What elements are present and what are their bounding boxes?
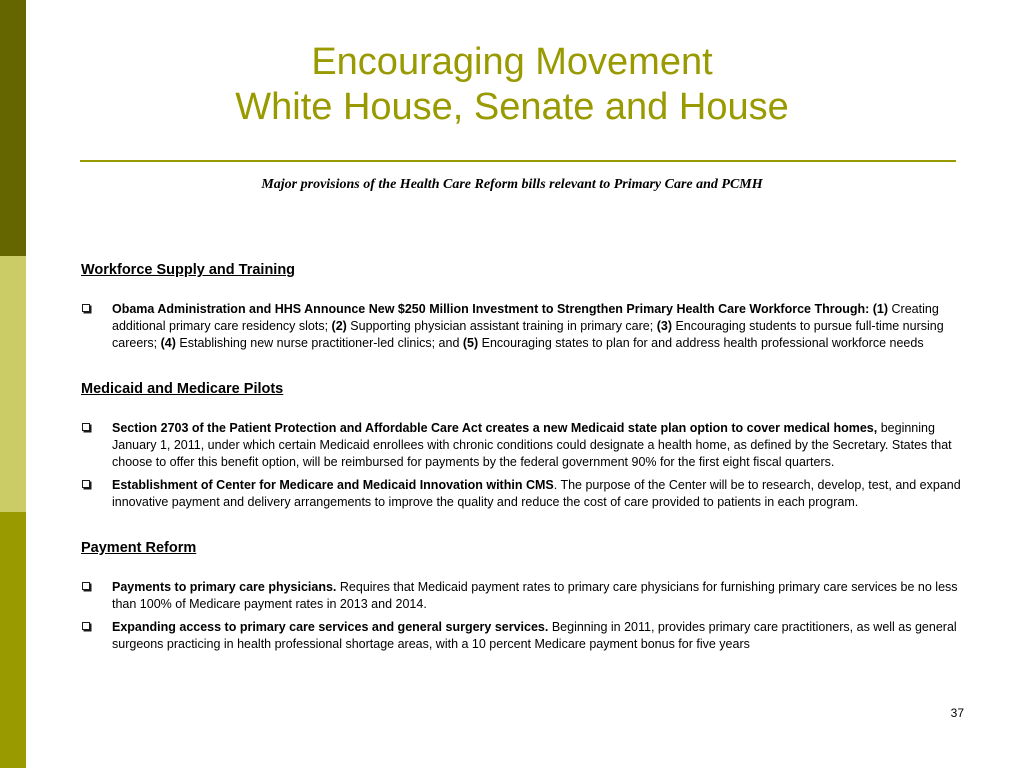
square-bullet-icon: [82, 423, 90, 431]
bold-text: (2): [331, 319, 347, 334]
bold-text: (4): [160, 336, 176, 351]
title-divider: [80, 160, 956, 162]
page-number: 37: [950, 706, 964, 720]
square-bullet-icon: [82, 480, 90, 488]
bold-text: (5): [462, 336, 479, 351]
bold-text: Expanding access to primary care services and general surgery services.: [112, 620, 549, 635]
slide-subtitle: Major provisions of the Health Care Reform bills relevant to Primary Care and PCMH: [261, 177, 763, 192]
body-text: Supporting physician assistant training in primary care;: [346, 319, 657, 334]
body-text: beginning January 1, 2011, under which certain Medicaid enrollees with chronic conditions could designate a health home, as defined by the Secretary. States that choose to offer this benefit option, will be reimbursed for payments by the federal government 90% for the first eight fiscal quarters.: [112, 420, 952, 470]
body-text: Establishing new nurse practitioner-led clinics; and: [175, 336, 463, 351]
list-item: [81, 579, 964, 613]
slide-title-line-2: White House, Senate and House: [235, 86, 789, 128]
square-bullet-icon: [82, 304, 90, 312]
list-item: [81, 420, 964, 472]
body-text: Beginning in 2011, provides primary care practitioners, as well as general surgeons practicing in health professional shortage areas, with a 10 percent Medicare payment bonus for five years: [112, 620, 957, 652]
square-bullet-icon: [82, 582, 90, 590]
list-item: [81, 619, 964, 653]
sidebar-band-top: [0, 0, 26, 256]
body-text: Encouraging students to pursue full-time nursing careers;: [112, 319, 944, 351]
sidebar-band-bottom: [0, 512, 26, 768]
section-heading: Medicaid and Medicare Pilots: [81, 380, 284, 397]
section: [81, 381, 964, 512]
section-heading: Payment Reform: [81, 539, 197, 556]
section-heading: Workforce Supply and Training: [81, 262, 296, 278]
bold-text: (3): [656, 319, 672, 334]
bold-text: Obama Administration and HHS Announce New $250 Million Investment to Strengthen Primary Health Care Workforce Through: (1): [112, 302, 889, 316]
sidebar-band-middle: [0, 256, 26, 512]
section: [81, 262, 964, 353]
body-text: Creating additional primary care residency slots;: [112, 302, 939, 334]
body-text: Requires that Medicaid payment rates to primary care physicians for furnishing primary care services be no less than 100% of Medicare payment rates in 2013 and 2014.: [112, 579, 958, 611]
body-text: . The purpose of the Center will be to research, develop, test, and expand innovative payment and delivery arrangements to improve the quality and reduce the cost of care provided to patients in each program.: [112, 478, 961, 510]
bold-text: Payments to primary care physicians.: [112, 579, 337, 594]
bold-text: Section 2703 of the Patient Protection and Affordable Care Act creates a new Medicaid state plan option to cover medical homes,: [112, 420, 878, 435]
slide-content: [81, 262, 964, 681]
bold-text: Establishment of Center for Medicare and Medicaid Innovation within CMS: [112, 478, 554, 493]
square-bullet-icon: [82, 622, 90, 630]
list-item: [81, 477, 964, 511]
section: [81, 540, 964, 654]
slide-title: [60, 40, 964, 130]
body-text: Encouraging states to plan for and address health professional workforce needs: [478, 336, 924, 351]
list-item: [81, 301, 964, 353]
slide-title-line-1: Encouraging Movement: [311, 41, 713, 83]
